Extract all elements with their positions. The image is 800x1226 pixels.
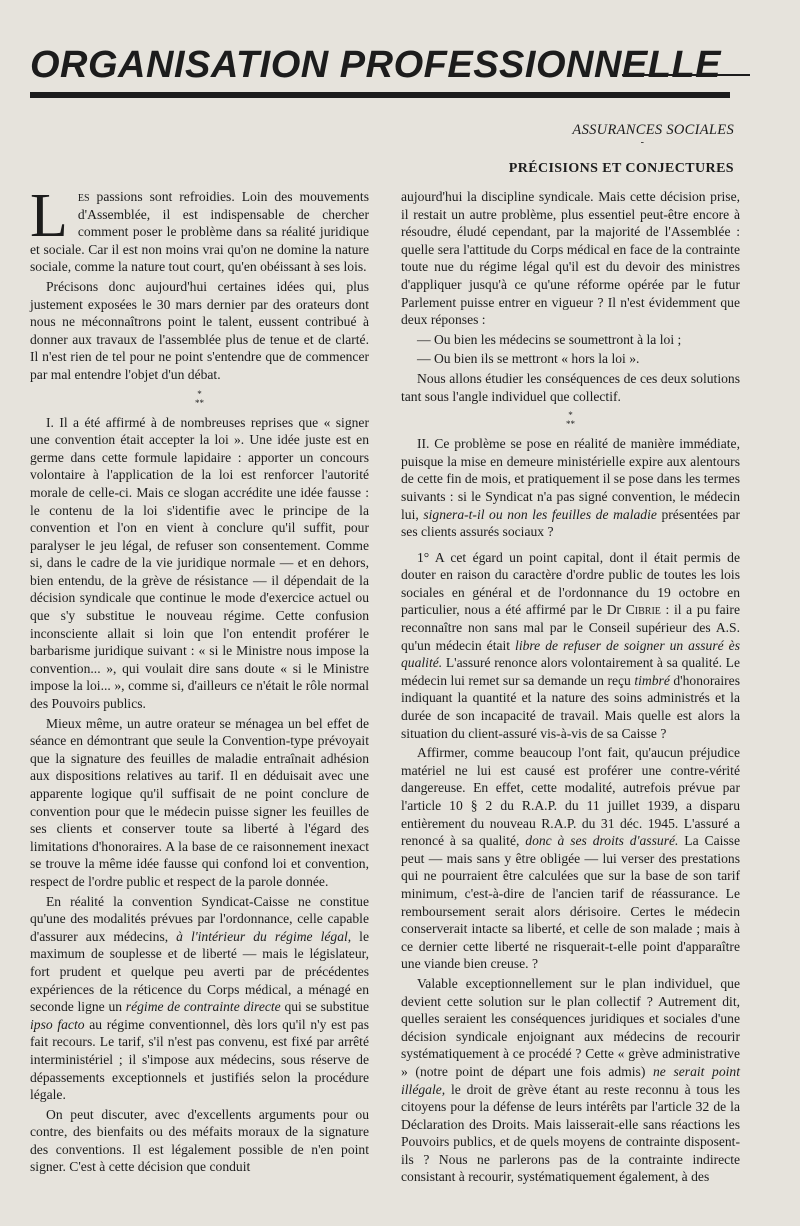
paragraph: 1° A cet égard un point capital, dont il était permis de douter en raison du caractère d'ordre public de toutes les lois sociales en général et de l'ordonnance du 19 octobre en particulier, nous a été affirmé par le Dr Cibrie : il a pu faire reconnaître non sans mal par le Conseil supérieur des A.S. qu'un médecin était libre de refuser de soigner un assuré ès qualité. L'assuré renonce alors volontairement à sa qualité. Le médecin lui remet sur sa demande un reçu timbré d'honoraires indiquant la quantité et la nature des soins administrés et la durée de son incapacité de travail. Mais quelle est alors la situation du client-assuré vis-à-vis de sa Caisse ? (401, 549, 741, 741)
section-separator: * ** (195, 388, 204, 408)
paragraph: II. Ce problème se pose en réalité de manière immédiate, puisque la mise en demeure ministérielle expire aux alentours de cette fin de mois, et pratiquement il se pose dans les termes suivants : si le Syndicat n'a pas signé convention, le médecin lui, signera-t-il ou non les feuilles de maladie présentées par ses clients assurés sociaux ? (401, 436, 740, 540)
section-name: ASSURANCES SOCIALES (572, 122, 734, 138)
paragraph: aujourd'hui la discipline syndicale. Mais cette décision prise, il restait un autre problème, plus essentiel peut-être encore à résoudre, éludé cependant, par la majorité de l'Assemblée : quelle sera l'attitude du Corps médical en face de la contrainte toute nue du régime légal qu'il est du devoir des ministres d'appliquer jusqu'à ce qu'une réforme opérée par le futur Parlement puisse entrer en vigueur ? Il n'est évidemment que deux réponses : (401, 189, 740, 328)
article-body (30, 182, 741, 1186)
paragraph: Valable exceptionnellement sur le plan individuel, que devient cette solution sur le plan collectif ? Autrement dit, quelles seraient les conséquences juridiques et sociales d'une décision syndicale enjoignant aux médecins de recourir systématiquement à ce procédé ? Cette « grève administrative » (notre point de départ une fois admis) ne serait point illégale, le droit de grève étant au reste reconnu à tous les citoyens pour la défense de leurs intérêts par l'article 32 de la Déclaration des Droits. Mais laisserait-elle sans réactions les Pouvoirs publics, et de quels moyens de contrainte disposent-ils ? Nous ne parlerons pas de la contrainte indirecte consistant à recourir, systématiquement également, à des (401, 975, 740, 1185)
paragraph: — Ou bien les médecins se soumettront à la loi ; (417, 331, 682, 347)
paragraph: Nous allons étudier les conséquences de ces deux solutions tant sous l'angle individuel que collectif. (401, 370, 740, 404)
paragraph: I. Il a été affirmé à de nombreuses reprises que « signer une convention était accepter la loi ». Une idée juste est en germe dans cette formule lapidaire : apporter un concours volontaire à l'application de la loi est renforcer l'autorité morale de celle-ci. Mais ce slogan accrédite une idée fausse : le contenu de la loi s'identifie avec le principe de la convention et l'on en vient à conclure qu'il suffit, pour paralyser le jeu légal, de refuser son consentement. Comme si, dans le cadre de la vie juridique normale — et en dehors, bien entendu, de la grève de résistance — il dépendait de la décision syndicale que continue le mode d'exercice actuel ou que s'y substitue le nouveau régime. Cette confusion inconsciente allait si loin que l'on entendit proférer le barbarisme juridique suivant : « si le Ministre nous impose la convention... », qui voulait dire sans doute « si le Ministre impose la loi... », comme si, d'ailleurs ce n'était le rôle normal des Pouvoirs publics. (30, 414, 369, 712)
person-name: Cibrie (625, 602, 661, 618)
paragraph: Précisons donc aujourd'hui certaines idées qui, plus justement exposées le 30 mars dernier par des orateurs dont nous ne méconnaîtrons point le talent, eussent contribué à donner aux travaux de l'assemblée plus de tenue et de clarté. Il n'est rien de tel pour ne point s'entendre que de commencer par mal entendre l'objet d'un débat. (30, 278, 369, 382)
title-rule (30, 92, 730, 98)
article-subtitle: PRÉCISIONS ET CONJECTURES (508, 161, 734, 176)
page-title: ORGANISATION PROFESSIONNELLE (30, 44, 722, 86)
masthead (30, 40, 730, 100)
paragraph: En réalité la convention Syndicat-Caisse ne constitue qu'une des modalités prévues par l'ordonnance, celle capable d'assurer aux médecins, à l'intérieur du régime légal, le maximum de souplesse et de liberté — mais le législateur, fort prudent et quelque peu averti par de précédentes expériences de la réticence du Corps médical, a ménagé en seconde ligne un régime de contrainte directe qui se substitue ipso facto au régime conventionnel, dès lors qu'il n'y est pas fait recours. Le tarif, s'il n'est pas convenu, est fixé par arrêté interministériel ; il s'impose aux médecins, sous réserve de dépassements exceptionnels et justifiés selon la procédure légale. (30, 893, 369, 1103)
paragraph: Affirmer, comme beaucoup l'ont fait, qu'aucun préjudice matériel ne lui est causé est proférer une contre-vérité dangereuse. En effet, cette modalité, autrefois prévue par l'article 10 § 2 du R.A.P. du 11 juillet 1939, a disparu entièrement du nouveau R.A.P. du 31 déc. 1945. L'assuré a renoncé à sa qualité, donc à ses droits d'assuré. La Caisse peut — mais sans y être obligée — lui verser des prestations qui ne pourraient être calculées que sur la base de son tarif minimum, c'est-à-dire de l'ancien tarif de réassurance. Le remboursement serait alors dérisoire. Certes le médecin conserverait intacte sa liberté, et celle de son malade ; mais à ce dernier cette liberté ne risquerait-t-elle point d'apparaître une viande bien creuse. ? (401, 745, 740, 972)
drop-cap: L (30, 182, 68, 250)
left-column (30, 182, 369, 1186)
article-heading (509, 122, 734, 177)
paragraph: Les passions sont refroidies. Loin des mouvements d'Assemblée, il est indispensable de chercher comment poser le problème dans sa réalité juridique et sociale. Car il est non moins vrai qu'on ne domine la nature sociale, comme la nature tout court, qu'en obéissant à ses lois. (30, 182, 369, 275)
right-column (401, 188, 740, 1186)
title-trailing-rule (622, 74, 750, 76)
paragraph: Mieux même, un autre orateur se ménagea un bel effet de séance en démontrant que seule la Convention-type prévoyait que la signature des feuilles de maladie entraînait adhésion aux dispositions relatives au tarif. Il en déduisait avec une apparente logique qu'il suffisait de ne point conclure de convention pour que le médecin puisse signer les feuilles de ses clients et conserver toute sa liberté à l'égard des limitations d'honoraires. A la base de ce raisonnement inexact se trouve la même idée fausse qui confond loi et convention, respect de l'ordre public et respect de la parole donnée. (30, 715, 369, 889)
section-dash: - (640, 137, 644, 148)
paragraph: — Ou bien ils se mettront « hors la loi ». (417, 351, 640, 367)
paragraph: On peut discuter, avec d'excellents arguments pour ou contre, des bienfaits ou des méfaits moraux de la signature des conventions. Il est légalement possible de n'en point signer. C'est à cette décision que conduit (30, 1106, 369, 1175)
section-separator: * ** (566, 410, 575, 430)
